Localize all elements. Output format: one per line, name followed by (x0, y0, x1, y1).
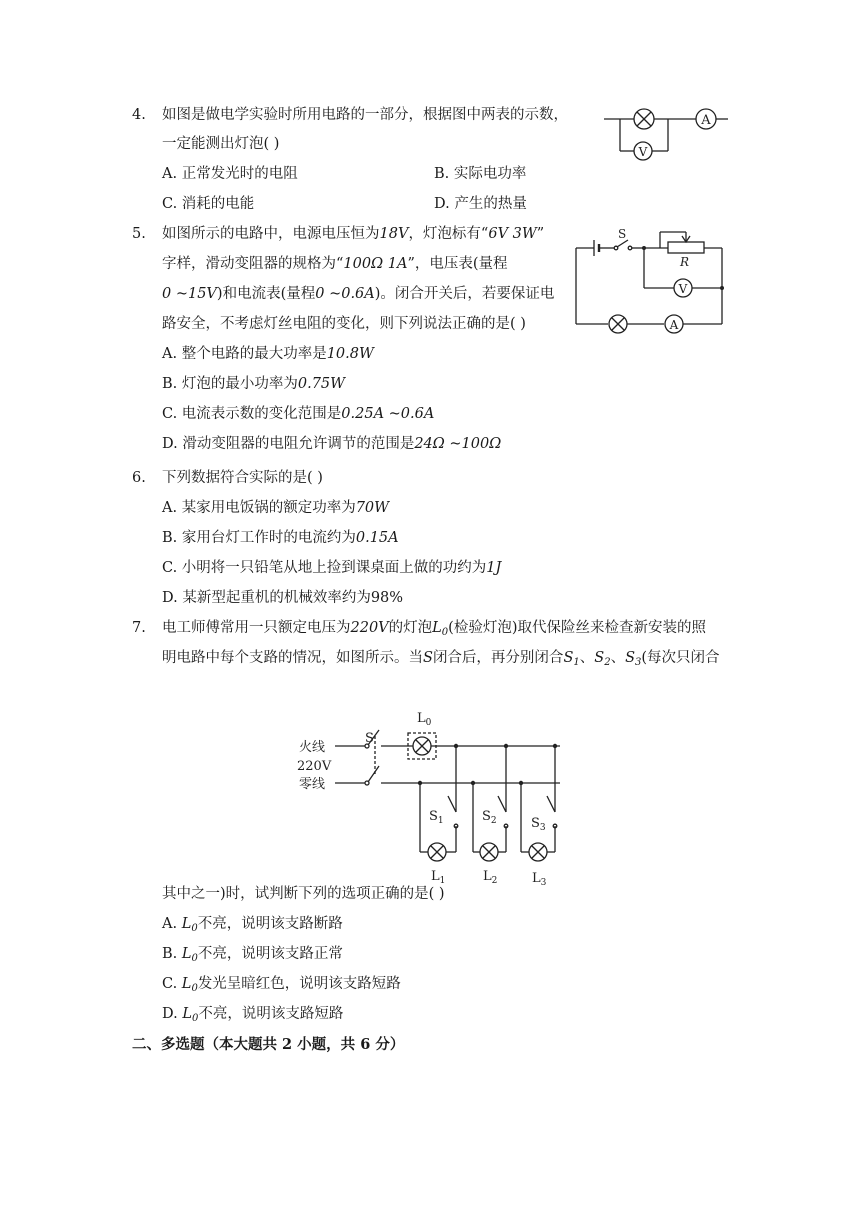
q4-fig-ammeter-label: A (701, 113, 711, 128)
q6-opt-b-val: 0.15A (355, 530, 399, 546)
q6-number: 6. (132, 470, 146, 486)
q5-stem-line4: 路安全，不考虑灯丝电阻的变化，则下列说法正确的是( ) (162, 316, 526, 332)
q7-fig-voltage-label: 220V (297, 759, 332, 774)
q5-l3-a: )和电流表(量程 (216, 286, 316, 302)
q7-opt-b-prefix: B. (162, 946, 178, 962)
q7-l2-a: 明电路中每个支路的情况，如图所示。当 (162, 650, 423, 666)
lamp-icon (480, 843, 498, 861)
q7-stem-line3: 其中之一)时，试判断下列的选项正确的是( ) (162, 886, 445, 902)
q6-option-a (162, 498, 389, 518)
svg-text:S1: $S_1$ (429, 809, 444, 826)
q5-fig-voltmeter-label: V (678, 282, 688, 296)
q7-l2-s: S (423, 650, 433, 666)
q7-l2-c: (每次只闭合 (641, 650, 720, 666)
q6-opt-a-val: 70W (355, 500, 390, 516)
q5-stem-line3 (162, 284, 554, 304)
q7-opt-c-prefix: C. (162, 976, 178, 992)
section-2-heading: 二、多选题（本大题共 2 小题，共 6 分） (132, 1036, 405, 1053)
switch-icon (617, 240, 628, 247)
q5-l3-b: )。闭合开关后，若要保证电 (374, 286, 555, 302)
q5-circuit-figure (570, 222, 730, 334)
q7-opt-c-text: 发光呈暗红色，说明该支路短路 (197, 976, 401, 992)
lamp-icon (428, 843, 446, 861)
q5-l3-v1: 0 ~15V (162, 286, 217, 302)
svg-text:L1: $L_1$ (431, 869, 446, 885)
lamp-icon (413, 737, 431, 755)
q7-fig-neutral-label: 零线 (299, 777, 326, 792)
q5-l3-v2: 0 ~0.6A (315, 286, 375, 302)
q5-opt-c-val: 0.25A ~0.6A (341, 406, 435, 422)
q7-circuit-figure (295, 700, 570, 885)
q5-l2-v: 100Ω 1A (343, 256, 408, 272)
q5-fig-switch-label: S (618, 227, 627, 241)
q7-opt-a-prefix: A. (162, 916, 178, 932)
q7-opt-b-text: 不亮，说明该支路正常 (197, 946, 343, 962)
q5-fig-rheostat-label: R (680, 255, 690, 269)
q7-fig-live-label: 火线 (299, 740, 326, 755)
q4-circuit-figure (600, 100, 730, 166)
q5-l2-a: 字样，滑动变阻器的规格为“ (162, 256, 344, 272)
q5-opt-b-text: B. 灯泡的最小功率为 (162, 376, 298, 392)
q7-l1-b: 的灯泡 (388, 620, 433, 636)
q7-l2-b: 闭合后，再分别闭合 (432, 650, 564, 666)
q6-opt-c-val: 1J (486, 560, 502, 576)
q7-option-c: C. $L_0$发光呈暗红色，说明该支路短路 (162, 976, 401, 994)
q4-number: 4. (132, 107, 146, 123)
q5-option-b (162, 374, 345, 394)
q4-option-a: A. 正常发光时的电阻 (162, 166, 298, 182)
svg-text:S3: $S_3$ (531, 816, 546, 833)
q4-option-c: C. 消耗的电能 (162, 196, 255, 212)
switch-icon (547, 796, 555, 812)
q5-number: 5. (132, 226, 146, 242)
q5-l1-v1: 18V (379, 226, 409, 242)
q7-option-b: B. $L_0$不亮，说明该支路正常 (162, 946, 343, 964)
lamp-icon (529, 843, 547, 861)
q6-option-d: D. 某新型起重机的机械效率约为98% (162, 590, 404, 606)
q5-opt-c-text: C. 电流表示数的变化范围是 (162, 406, 342, 422)
q4-option-d: D. 产生的热量 (434, 196, 527, 212)
rheostat-icon (668, 242, 704, 253)
q5-fig-ammeter-label: A (669, 318, 679, 332)
q5-opt-a-text: A. 整个电路的最大功率是 (162, 346, 327, 362)
q7-opt-d-prefix: D. (162, 1006, 178, 1022)
switch-icon (498, 796, 506, 812)
q5-l1-a: 如图所示的电路中，电源电压恒为 (162, 226, 380, 242)
q5-option-c (162, 404, 434, 424)
q7-fig-switch-label: S (365, 731, 374, 746)
lamp-icon (609, 315, 627, 333)
q5-stem-line2 (162, 254, 508, 274)
q6-option-c (162, 558, 501, 578)
lamp-icon (634, 109, 654, 129)
q7-stem-line2: 明电路中每个支路的情况，如图所示。当S闭合后，再分别闭合$S_1$、$S_2$、$S_3$(每次只闭合 (162, 650, 720, 668)
q6-opt-a-text: A. 某家用电饭锅的额定功率为 (162, 500, 356, 516)
q5-opt-d-val: 24Ω ~100Ω (414, 436, 502, 452)
q6-stem: 下列数据符合实际的是( ) (162, 470, 323, 486)
switch-icon (448, 796, 456, 812)
q5-option-a (162, 344, 374, 364)
q7-opt-a-text: 不亮，说明该支路断路 (197, 916, 343, 932)
q6-option-b (162, 528, 399, 548)
q5-l2-b: ”，电压表(量程 (407, 256, 508, 272)
q4-option-b: B. 实际电功率 (434, 166, 527, 182)
q7-number: 7. (132, 620, 146, 636)
q7-l1-v1: 220V (350, 620, 389, 636)
q7-opt-d-text: 不亮，说明该支路短路 (198, 1006, 344, 1022)
q6-opt-c-text: C. 小明将一只铅笔从地上捡到课桌面上做的功约为 (162, 560, 487, 576)
svg-text:L2: $L_2$ (483, 869, 498, 885)
svg-text:L0: $L_0$ (417, 711, 432, 728)
q5-opt-b-val: 0.75W (297, 376, 346, 392)
q5-l1-c: ” (536, 226, 545, 242)
svg-text:S2: $S_2$ (482, 809, 497, 826)
q4-stem-line2: 一定能测出灯泡( ) (162, 136, 280, 152)
q5-stem-line1 (162, 224, 544, 244)
q7-stem-line1: 电工师傅常用一只额定电压为220V的灯泡$L_0$(检验灯泡)取代保险丝来检查新安装的照 (162, 620, 706, 638)
q7-l1-a: 电工师傅常用一只额定电压为 (162, 620, 351, 636)
q6-opt-b-text: B. 家用台灯工作时的电流约为 (162, 530, 356, 546)
q5-opt-d-text: D. 滑动变阻器的电阻允许调节的范围是 (162, 436, 415, 452)
q5-l1-b: ，灯泡标有“ (408, 226, 489, 242)
q5-opt-a-val: 10.8W (326, 346, 374, 362)
q7-option-a: A. $L_0$不亮，说明该支路断路 (162, 916, 343, 934)
q4-stem-line1: 如图是做电学实验时所用电路的一部分，根据图中两表的示数， (162, 107, 568, 123)
svg-text:L3: $L_3$ (532, 871, 547, 885)
q5-l1-v2: 6V 3W (488, 226, 537, 242)
q7-l1-c: (检验灯泡)取代保险丝来检查新安装的照 (448, 620, 706, 636)
q7-option-d: D. $L_0$不亮，说明该支路短路 (162, 1006, 344, 1024)
q5-option-d (162, 434, 501, 454)
q4-fig-voltmeter-label: V (638, 145, 648, 159)
